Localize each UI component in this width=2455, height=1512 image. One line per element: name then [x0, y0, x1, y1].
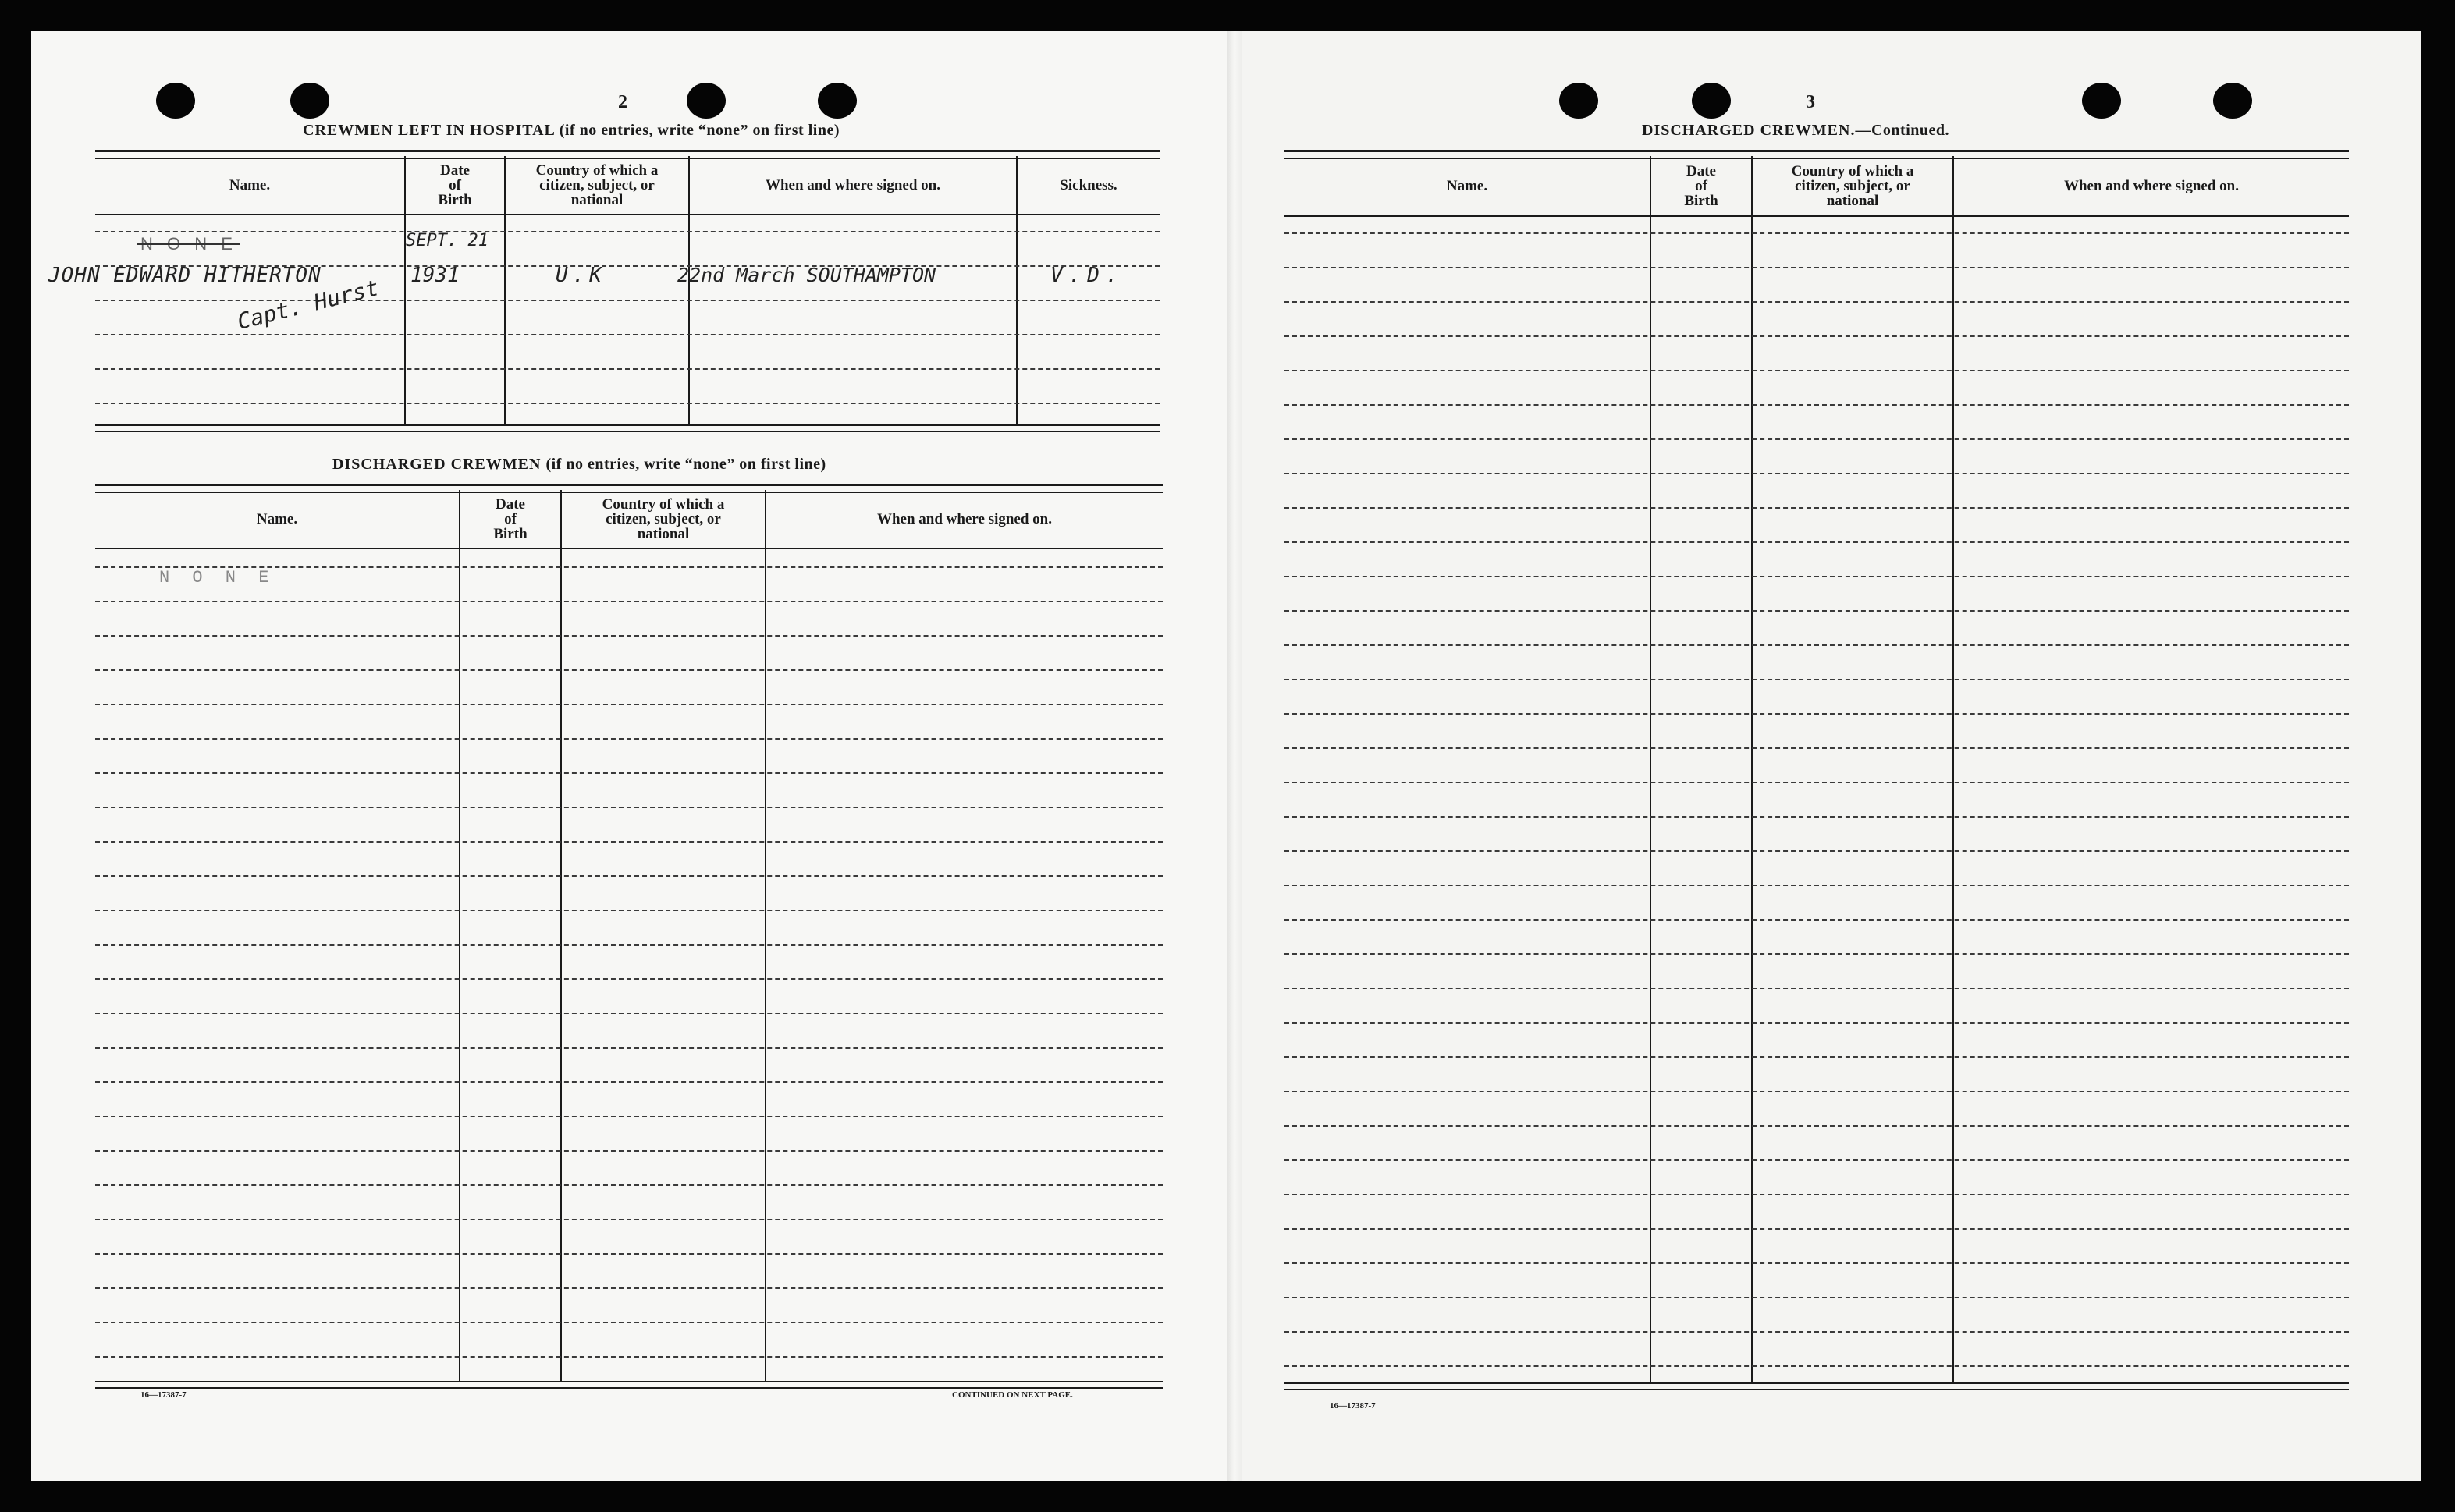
ruled-line	[1284, 541, 2349, 543]
table-bottom-rule	[95, 1381, 1163, 1389]
ruled-line	[95, 669, 1163, 671]
header-dob	[406, 156, 504, 214]
ruled-line	[95, 1013, 1163, 1014]
table-bottom-rule	[95, 424, 1160, 432]
header-sickness: Sickness.	[1060, 176, 1117, 193]
crewman-name: JOHN EDWARD HITHERTON	[48, 264, 322, 287]
ruled-line	[1284, 850, 2349, 852]
ruled-line	[1284, 919, 2349, 921]
header-country-line: national	[570, 191, 624, 208]
hospital-table	[48, 150, 1160, 432]
ruled-line	[1284, 747, 2349, 749]
table-bottom-rule	[1284, 1382, 2349, 1390]
punch-hole	[1692, 83, 1731, 119]
ruled-line	[1284, 301, 2349, 303]
ruled-line	[1284, 988, 2349, 989]
ruled-line	[95, 300, 1160, 301]
ruled-line	[95, 1047, 1163, 1049]
punch-hole	[156, 83, 195, 119]
header-country	[506, 156, 688, 214]
header-dob-line: Birth	[438, 191, 472, 208]
hospital-section-title	[303, 122, 840, 140]
ruled-line	[95, 910, 1163, 911]
ruled-line	[1284, 644, 2349, 646]
ruled-line	[1284, 1159, 2349, 1161]
struck-none-entry: N O N E	[140, 234, 237, 254]
header-dob-line: of	[449, 176, 461, 193]
ruled-line	[1284, 610, 2349, 612]
ruled-line	[95, 841, 1163, 843]
crewman-dob-month: SEPT. 21	[406, 231, 489, 250]
crewman-dob-year: 1931	[410, 264, 460, 287]
none-entry: N O N E	[159, 568, 275, 587]
ruled-line	[95, 1116, 1163, 1117]
header-country-line: Country of which a	[535, 161, 659, 179]
ruled-line	[95, 978, 1163, 980]
ruled-line	[95, 944, 1163, 946]
continued-section-title	[1642, 122, 1949, 140]
ruled-line	[95, 1184, 1163, 1186]
header-name: Name.	[256, 510, 298, 527]
continued-rows	[1284, 215, 2349, 1382]
ruled-line	[95, 704, 1163, 705]
ruled-line	[1284, 576, 2349, 577]
ruled-line	[1284, 1297, 2349, 1298]
hospital-title-note: (if no entries, write “none” on first line)	[559, 122, 840, 139]
ruled-line	[1284, 1022, 2349, 1024]
page-fold	[1227, 31, 1242, 1481]
header-dob-line: Date	[440, 161, 470, 179]
ruled-line	[1284, 885, 2349, 886]
ruled-line	[95, 334, 1160, 335]
header-name: Name.	[1446, 177, 1488, 194]
ruled-line	[1284, 507, 2349, 509]
discharged-rows	[95, 548, 1163, 1381]
punch-hole	[2082, 83, 2121, 119]
discharged-table	[95, 484, 1163, 1389]
ruled-line	[1284, 267, 2349, 268]
ruled-line	[95, 231, 1160, 232]
discharged-title-text: DISCHARGED CREWMEN	[332, 456, 542, 473]
crewman-signed-on: 22nd March SOUTHAMPTON	[677, 264, 936, 286]
ruled-line	[1284, 713, 2349, 715]
ruled-line	[95, 368, 1160, 370]
ruled-line	[95, 1253, 1163, 1255]
form-number: 16—17387-7	[1330, 1401, 1376, 1411]
header-dob-line: Date	[496, 495, 525, 513]
header-dob-line: Date	[1686, 162, 1716, 179]
ruled-line	[95, 403, 1160, 404]
punch-hole	[1559, 83, 1598, 119]
ruled-line	[95, 875, 1163, 877]
ruled-line	[1284, 473, 2349, 474]
continued-title-suffix: —Continued.	[1855, 122, 1949, 139]
discharged-continued-table	[1284, 150, 2349, 1398]
header-dob-line: Birth	[1684, 192, 1718, 209]
header-signed-on: When and where signed on.	[765, 176, 940, 193]
header-country-line: citizen, subject, or	[1795, 177, 1910, 194]
continued-title-text: DISCHARGED CREWMEN.	[1642, 122, 1856, 139]
ruled-line	[1284, 232, 2349, 234]
ruled-line	[1284, 1228, 2349, 1230]
header-country-line: citizen, subject, or	[606, 510, 721, 527]
ruled-line	[1284, 1365, 2349, 1367]
header-dob	[1651, 156, 1751, 215]
ruled-line	[95, 1219, 1163, 1220]
header-country-line: Country of which a	[602, 495, 725, 513]
ruled-line	[1284, 816, 2349, 818]
ruled-line	[95, 1287, 1163, 1289]
ruled-line	[95, 601, 1163, 602]
hospital-title-text: CREWMEN LEFT IN HOSPITAL	[303, 122, 555, 139]
ruled-line	[1284, 1262, 2349, 1264]
header-dob-line: of	[504, 510, 517, 527]
ruled-line	[95, 738, 1163, 740]
header-country-line: national	[637, 525, 690, 542]
page-number: 3	[1806, 92, 1815, 112]
ruled-line	[1284, 782, 2349, 783]
header-name: Name.	[229, 176, 271, 193]
header-country-line: Country of which a	[1791, 162, 1914, 179]
header-country	[562, 490, 765, 548]
ruled-line	[1284, 1331, 2349, 1333]
ruled-line	[95, 635, 1163, 637]
ruled-line	[95, 772, 1163, 774]
header-country	[1753, 156, 1952, 215]
ruled-line	[95, 807, 1163, 808]
header-dob-line: Birth	[493, 525, 528, 542]
ruled-line	[95, 1150, 1163, 1152]
discharged-title-note: (if no entries, write “none” on first line)	[545, 456, 826, 473]
ruled-line	[1284, 370, 2349, 371]
header-country-line: national	[1826, 192, 1879, 209]
ruled-line	[1284, 1125, 2349, 1127]
ruled-line	[95, 1081, 1163, 1083]
crewman-sickness: V.D.	[1050, 264, 1124, 287]
ruled-line	[1284, 404, 2349, 406]
header-country-line: citizen, subject, or	[539, 176, 655, 193]
page-number: 2	[618, 92, 627, 112]
ruled-line	[1284, 1056, 2349, 1058]
ruled-line	[1284, 1091, 2349, 1092]
header-dob-line: of	[1695, 177, 1707, 194]
ruled-line	[95, 1322, 1163, 1323]
ruled-line	[1284, 1194, 2349, 1195]
form-number: 16—17387-7	[140, 1390, 187, 1400]
ruled-line	[1284, 953, 2349, 955]
crewman-country: U.K	[556, 264, 606, 287]
punch-hole	[290, 83, 329, 119]
punch-hole	[687, 83, 726, 119]
header-dob	[460, 490, 560, 548]
ruled-line	[1284, 679, 2349, 680]
header-signed-on: When and where signed on.	[876, 510, 1052, 527]
punch-hole	[2213, 83, 2252, 119]
ruled-line	[95, 1356, 1163, 1358]
continued-note: CONTINUED ON NEXT PAGE.	[952, 1390, 1073, 1400]
ruled-line	[1284, 335, 2349, 337]
header-signed-on: When and where signed on.	[2063, 177, 2239, 194]
punch-hole	[818, 83, 857, 119]
discharged-section-title	[332, 456, 826, 474]
ruled-line	[1284, 438, 2349, 440]
captain-signature: Capt. Hurst	[234, 275, 382, 335]
